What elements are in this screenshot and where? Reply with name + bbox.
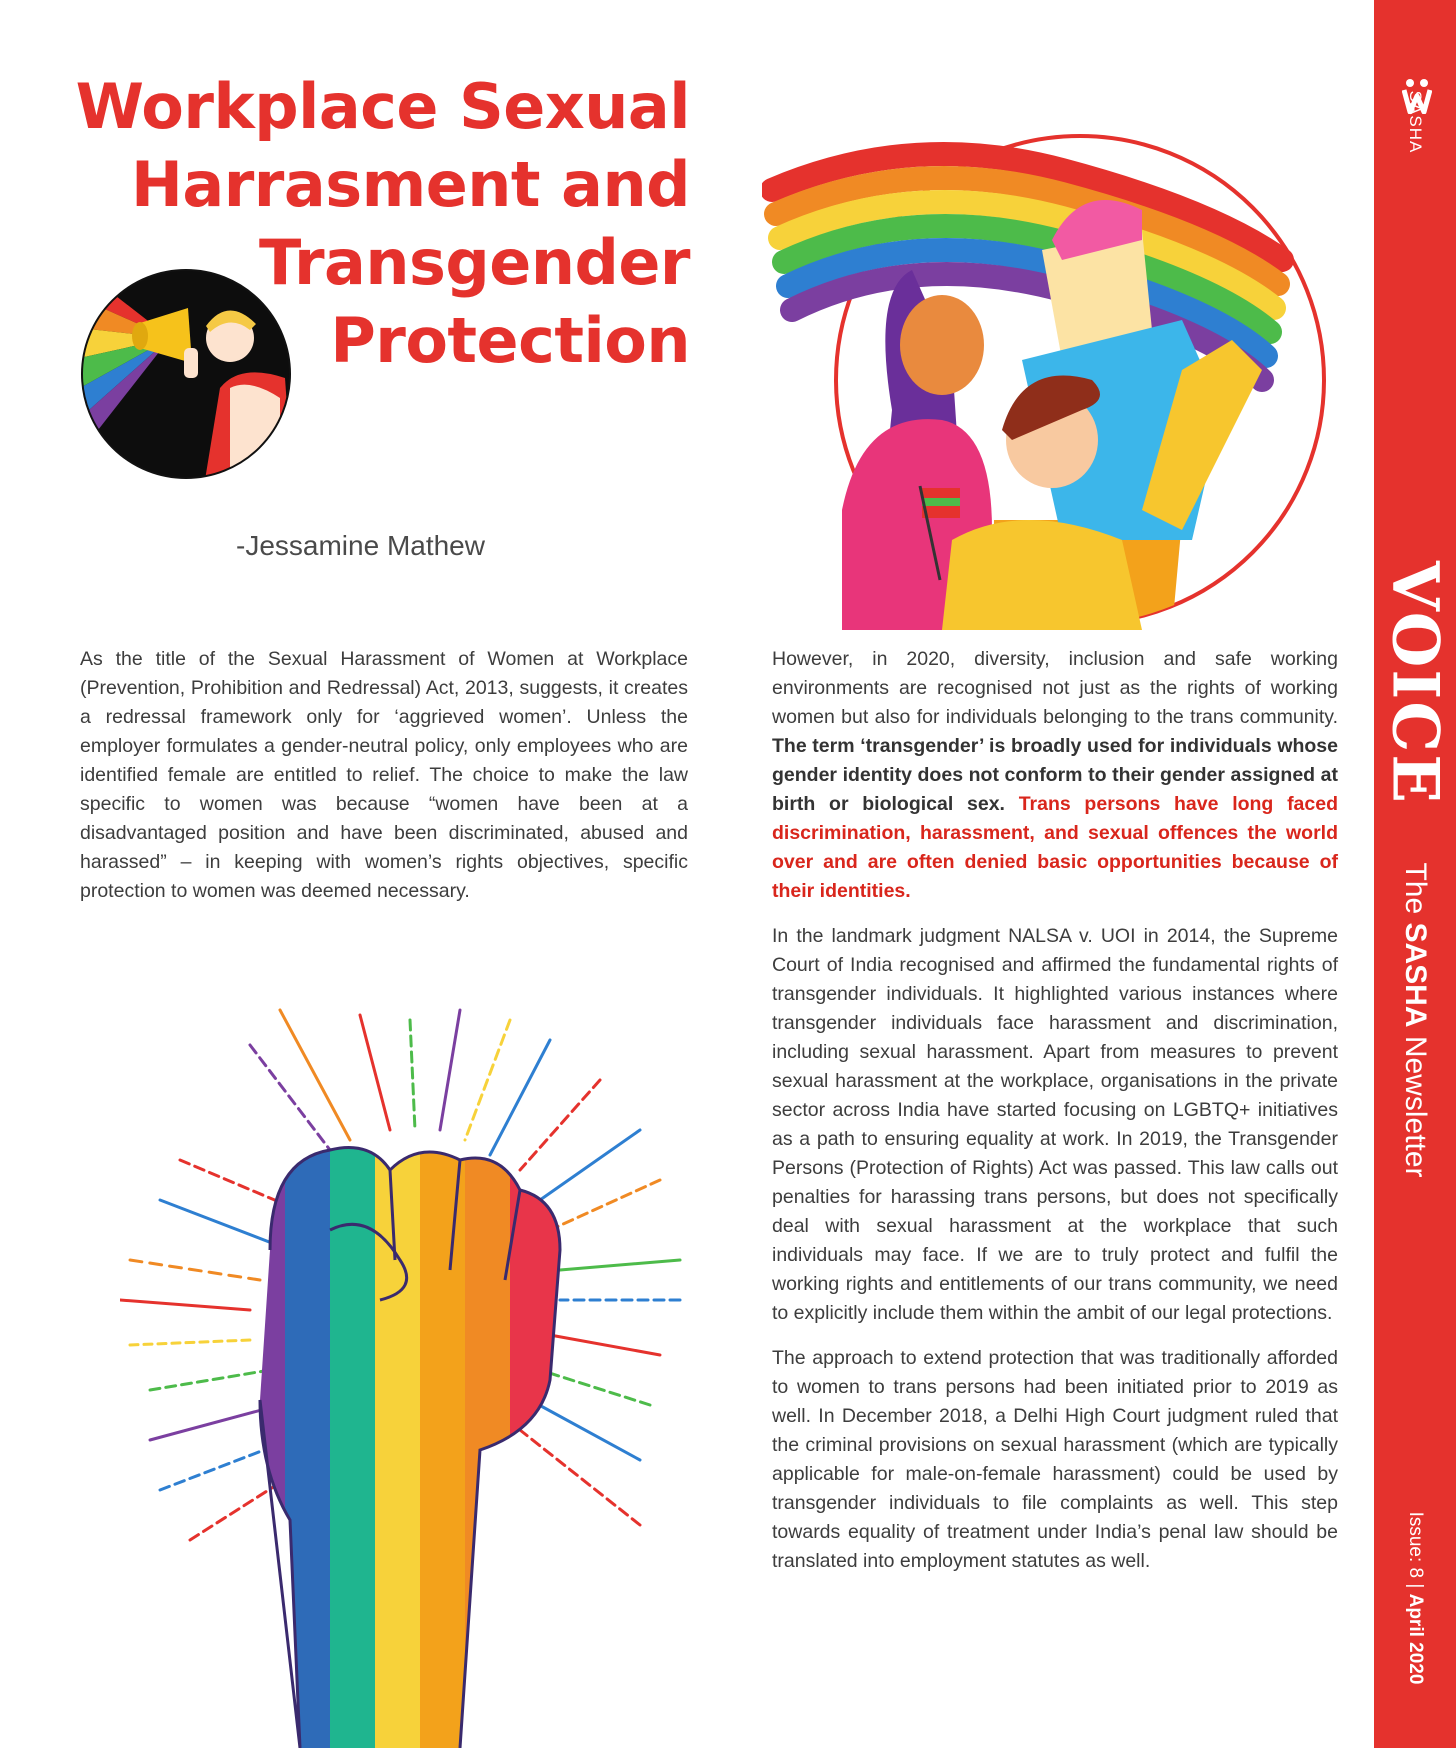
pride-group-illustration [762,110,1338,630]
title-line: Harrasment and [131,148,690,221]
right-paragraph-1 [772,645,1338,906]
voice-title: VOICE [1377,561,1453,805]
sidebar-band [1374,0,1456,1748]
author-byline: -Jessamine Mathew [236,530,485,561]
newsletter-label [1398,862,1432,1177]
title-line: Transgender [258,226,690,299]
newsletter-sasha: SASHA [1399,922,1432,1028]
newsletter-the: The [1399,862,1432,923]
megaphone-illustration [80,268,292,480]
right-column [772,645,1338,1592]
p1-highlight: Trans persons have long faced discrimination, harassment, and sexual offences the world over and are often denied basic opportunities because of their identities. [772,793,1339,902]
rainbow-fist-illustration [120,1000,700,1748]
brand-label: SASHA [1406,90,1425,154]
title-line: Workplace Sexual [75,70,690,143]
issue-number: Issue: 8 | [1405,1511,1426,1594]
left-column [80,645,688,922]
p1-plain: However, in 2020, diversity, inclusion and safe working environments are recognised not just as the rights of working women but also for individuals belonging to the trans community. [772,648,1338,728]
newsletter-word: Newsletter [1399,1027,1432,1178]
right-paragraph-2: In the landmark judgment NALSA v. UOI in 2014, the Supreme Court of India recognised and affirmed the fundamental rights of transgender individuals. It highlighted various instances where transgender individuals face harassment and discrimination, including sexual harassment. Apart from measures to prevent sexual harassment at the workplace, organisations in the private sector across India have started focusing on LGBTQ+ initiatives as a path to ensuring equality at work. In 2019, the Transgender Persons (Protection of Rights) Act was passed. This law calls out penalties for harassing trans persons, but does not specifically deal with sexual harassment at the workplace that such individuals may face. If we are to truly protect and fulfil the working rights and entitlements of our trans community, we need to explicitly include them within the ambit of our legal protections. [772,925,1338,1324]
issue-label [1404,1512,1426,1685]
p1-bold: The term ‘transgender’ is broadly used for individuals whose gender identity does not conform to their gender assigned at birth or biological sex. [772,735,1338,815]
right-paragraph-3: The approach to extend protection that was traditionally afforded to women to trans persons had been initiated prior to 2019 as well. In December 2018, a Delhi High Court judgment ruled that the criminal provisions on sexual harassment (which are typically applicable for male-on-female harassment) could be used by transgender individuals to file complaints as well. This step towards equality of treatment under India’s penal law should be translated into employment statutes as well. [772,1347,1338,1572]
issue-date: April 2020 [1405,1593,1426,1685]
left-paragraph: As the title of the Sexual Harassment of Women at Workplace (Prevention, Prohibition and Redressal) Act, 2013, suggests, it creates a redressal framework only for ‘aggrieved women’. Unless the employer formulates a gender-neutral policy, only employees who are identified female are entitled to relief. The choice to make the law specific to women was because “women have been at a disadvantaged position and have been discriminated, abused and harassed” – in keeping with women’s rights objectives, specific protection to women was deemed necessary. [80,648,688,902]
title-line: Protection [330,304,690,377]
